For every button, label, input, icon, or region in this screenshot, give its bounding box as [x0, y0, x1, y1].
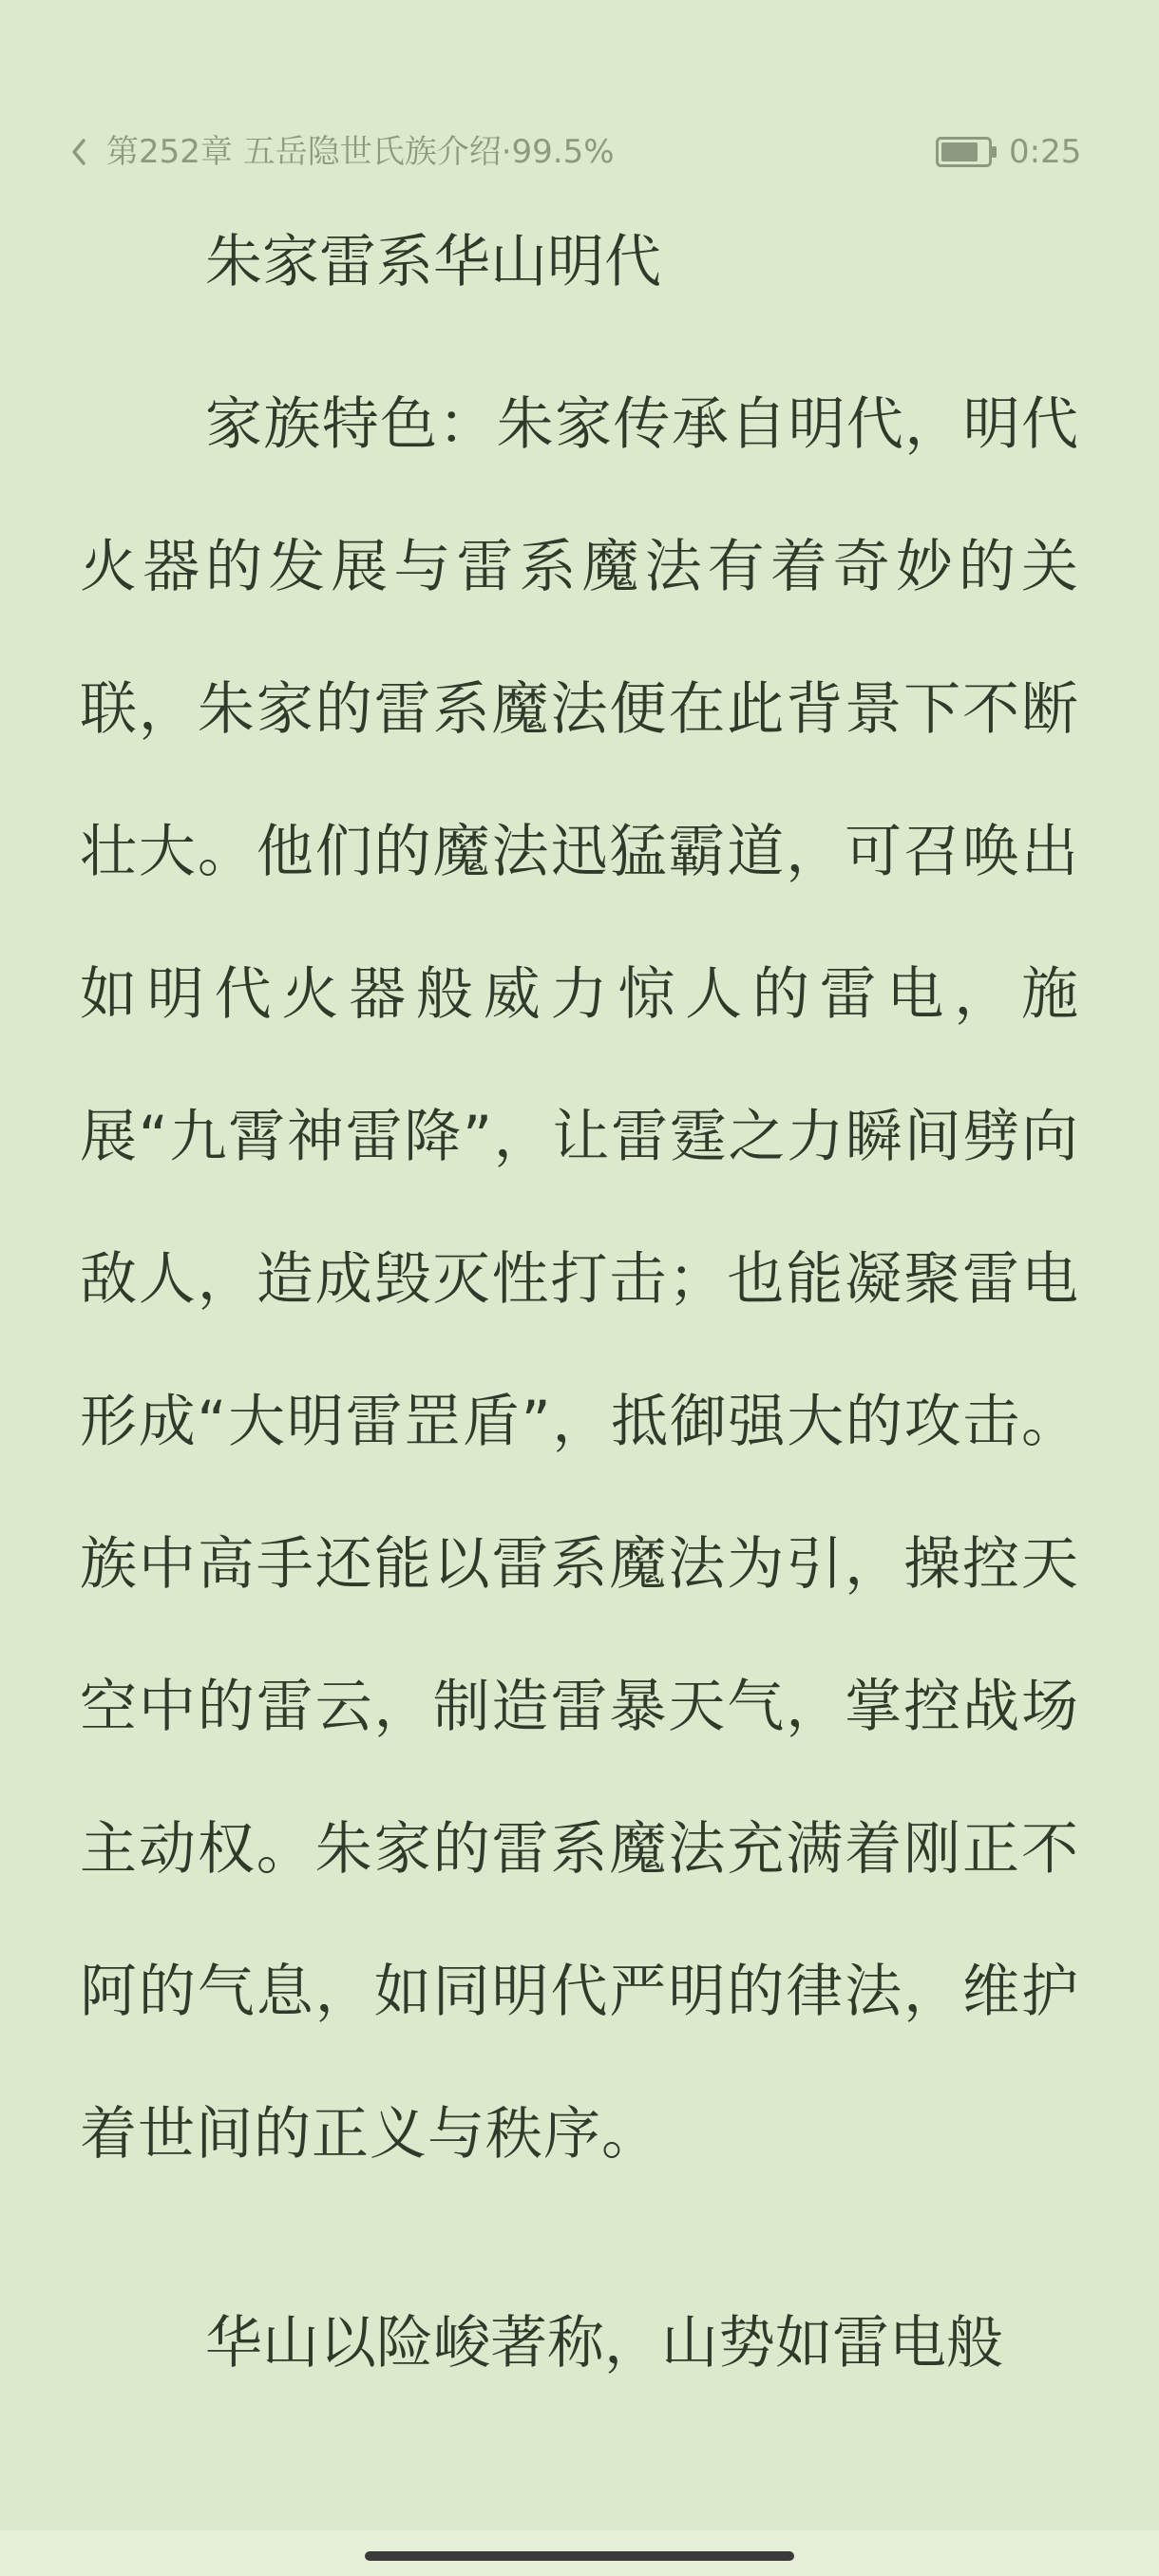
chevron-left-icon[interactable] [65, 133, 93, 171]
battery-icon [936, 137, 998, 167]
bottom-bar [0, 2530, 1159, 2576]
next-paragraph: 华山以险峻著称，山势如雷电般 [205, 2310, 1003, 2377]
clock-time: 0:25 [1009, 133, 1082, 171]
section-heading: 朱家雷系华山明代 [205, 229, 661, 295]
status-bar [0, 125, 1159, 182]
chapter-progress-label[interactable]: 第252章 五岳隐世氏族介绍·99.5% [106, 133, 615, 171]
reading-content[interactable] [80, 217, 1079, 2415]
body-paragraph: 家族特色：朱家传承自明代，明代火器的发展与雷系魔法有着奇妙的关联，朱家的雷系魔法便在此背景下不断壮大。他们的魔法迅猛霸道，可召唤出如明代火器般威力惊人的雷电，施展“九霄神雷降”，让雷霆之力瞬间劈向敌人，造成毁灭性打击；也能凝聚雷电形成“大明雷罡盾”，抵御强大的攻击。族中高手还能以雷系魔法为引，操控天空中的雷云，制造雷暴天气，掌控战场主动权。朱家的雷系魔法充满着刚正不阿的气息，如同明代严明的律法，维护着世间的正义与秩序。 [80, 391, 1079, 2168]
home-indicator[interactable] [365, 2551, 794, 2561]
